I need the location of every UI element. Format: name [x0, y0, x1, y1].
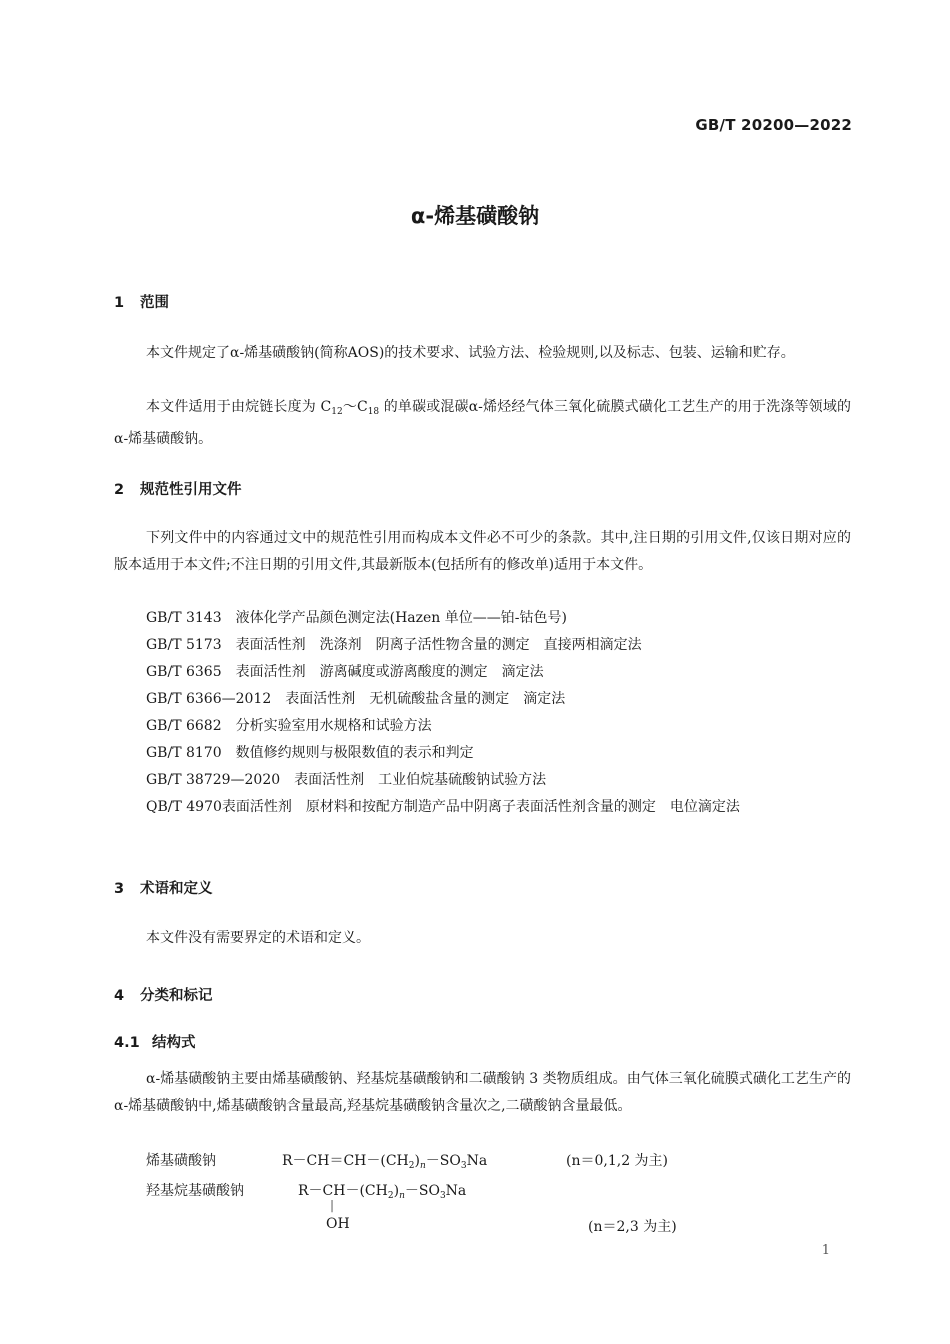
paragraph-text: 的单碳或混碳α-烯烃经气体三氧化硫膜式磺化工艺生产的用于洗涤等领域的α-烯基磺酸钠。 — [114, 399, 851, 447]
reference-title: 表面活性剂 无机硫酸盐含量的测定 滴定法 — [285, 691, 566, 707]
reference-item — [146, 605, 851, 632]
page-number: 1 — [821, 1243, 830, 1258]
reference-item — [146, 740, 851, 767]
subscript: 18 — [367, 407, 380, 417]
section-title: 术语和定义 — [140, 881, 213, 897]
formula-text: Na — [445, 1183, 467, 1199]
paragraph-text: 本文件没有需要界定的术语和定义。 — [146, 930, 370, 946]
formula-text: Na — [466, 1153, 488, 1169]
subscript: n — [399, 1191, 405, 1201]
reference-item — [146, 686, 851, 713]
section-number: 3 — [114, 881, 125, 897]
section-number: 4.1 — [114, 1035, 140, 1051]
paragraph-text: 下列文件中的内容通过文中的规范性引用而构成本文件必不可少的条款。其中,注日期的引用文件,仅该日期对应的版本适用于本文件;不注日期的引用文件,其最新版本(包括所有的修改单)适用于本文件。 — [114, 530, 851, 573]
reference-title: 表面活性剂 原材料和按配方制造产品中阴离子表面活性剂含量的测定 电位滴定法 — [221, 799, 740, 815]
section-4-1-para — [114, 1066, 851, 1120]
formula-text: －SO — [404, 1183, 440, 1199]
section-number: 2 — [114, 482, 125, 498]
reference-code: GB/T 38729—2020 — [146, 772, 281, 788]
formula-text: ) — [393, 1183, 400, 1199]
section-title: 范围 — [140, 295, 169, 311]
reference-title: 数值修约规则与极限数值的表示和判定 — [235, 745, 474, 761]
formula-2-note: (n＝2,3 为主) — [588, 1219, 677, 1235]
formula-text: R－CH－(CH — [298, 1183, 388, 1199]
reference-title: 液体化学产品颜色测定法(Hazen 单位——铂-钴色号) — [235, 610, 567, 626]
reference-item — [114, 794, 851, 821]
formula-1-note: (n＝0,1,2 为主) — [566, 1153, 669, 1169]
reference-title: 表面活性剂 工业伯烷基硫酸钠试验方法 — [294, 772, 547, 788]
reference-item — [146, 659, 851, 686]
formula-1-name: 烯基磺酸钠 — [146, 1153, 216, 1169]
subscript: 3 — [439, 1191, 446, 1201]
reference-code: GB/T 6682 — [146, 718, 222, 734]
subscript: 2 — [408, 1161, 415, 1171]
formula-text: －SO — [425, 1153, 461, 1169]
formula-text: ) — [414, 1153, 420, 1169]
section-1-para-2 — [114, 394, 851, 453]
paragraph-text: 本文件规定了α-烯基磺酸钠(简称AOS)的技术要求、试验方法、检验规则,以及标志、包装、运输和贮存。 — [146, 345, 795, 361]
section-number: 4 — [114, 988, 125, 1004]
reference-item — [146, 713, 851, 740]
reference-item — [146, 632, 851, 659]
standard-number: GB/T 20200—2022 — [695, 116, 852, 134]
paragraph-text: 本文件适用于由烷链长度为 C — [146, 399, 332, 415]
reference-code: GB/T 8170 — [146, 745, 222, 761]
reference-title: 表面活性剂 洗涤剂 阴离子活性物含量的测定 直接两相滴定法 — [235, 637, 642, 653]
section-title: 分类和标记 — [140, 988, 213, 1004]
subscript: 3 — [460, 1161, 467, 1171]
section-number: 1 — [114, 295, 125, 311]
subscript: n — [419, 1161, 426, 1171]
section-4-1-heading — [114, 1031, 196, 1052]
section-title: 规范性引用文件 — [140, 482, 242, 498]
formula-1-expression — [282, 1150, 487, 1171]
reference-title: 分析实验室用水规格和试验方法 — [235, 718, 432, 734]
reference-code: QB/T 4970 — [146, 799, 222, 815]
formula-text: R－CH＝CH－(CH — [282, 1153, 409, 1169]
section-1-para-1 — [114, 340, 851, 367]
document-title: α-烯基磺酸钠 — [410, 204, 540, 228]
section-title: 结构式 — [152, 1035, 196, 1051]
formula-2-expression — [298, 1180, 466, 1201]
reference-item — [146, 767, 851, 794]
formula-2-name: 羟基烷基磺酸钠 — [146, 1183, 244, 1199]
section-2-para — [114, 525, 851, 579]
formula-2-bond: | — [330, 1198, 335, 1212]
section-3-heading — [114, 877, 213, 898]
section-2-heading — [114, 478, 242, 499]
formula-2-hydroxyl: OH — [326, 1216, 350, 1232]
subscript: 2 — [387, 1191, 394, 1201]
reference-code: GB/T 3143 — [146, 610, 222, 626]
reference-code: GB/T 6365 — [146, 664, 222, 680]
section-4-heading — [114, 984, 213, 1005]
section-1-heading — [114, 291, 169, 312]
section-3-para — [114, 925, 851, 952]
reference-code: GB/T 6366—2012 — [146, 691, 272, 707]
subscript: 12 — [331, 407, 343, 417]
paragraph-text: α-烯基磺酸钠主要由烯基磺酸钠、羟基烷基磺酸钠和二磺酸钠 3 类物质组成。由气体三氧化硫膜式磺化工艺生产的α-烯基磺酸钠中,烯基磺酸钠含量最高,羟基烷基磺酸钠含量次之,二磺酸钠含量最低。 — [114, 1071, 851, 1114]
paragraph-text: ～C — [342, 399, 368, 415]
reference-title: 表面活性剂 游离碱度或游离酸度的测定 滴定法 — [235, 664, 544, 680]
reference-code: GB/T 5173 — [146, 637, 222, 653]
